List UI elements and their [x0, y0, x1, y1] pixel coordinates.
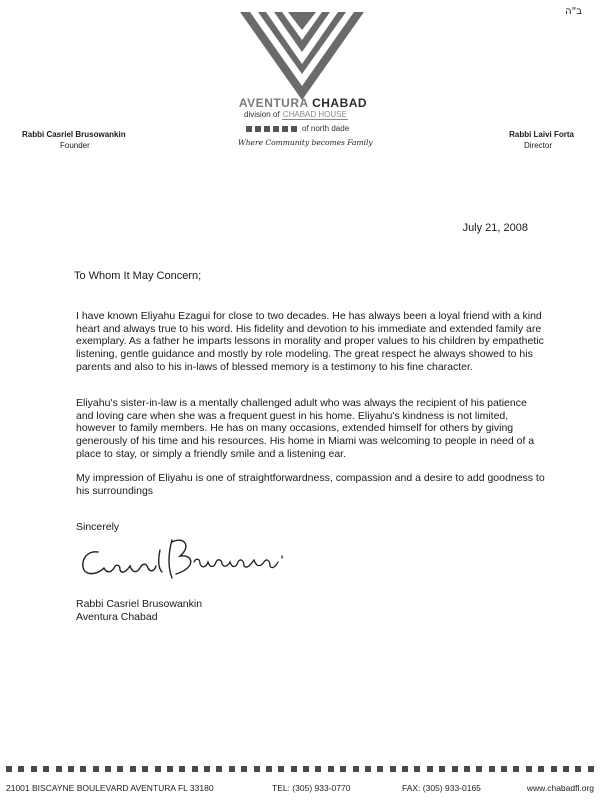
footer-square [241, 766, 247, 772]
square-shape [291, 126, 297, 132]
footer-square [390, 766, 396, 772]
org-name-part1: AVENTURA [238, 96, 313, 110]
square-shape [246, 126, 252, 132]
founder-name: Rabbi Casriel Brusowankin [22, 130, 126, 139]
organization-name [218, 96, 388, 110]
footer-square [563, 766, 569, 772]
footer-square [476, 766, 482, 772]
division-name: CHABAD HOUSE [282, 110, 347, 119]
footer-square [328, 766, 334, 772]
footer-square [105, 766, 111, 772]
footer-square [266, 766, 272, 772]
footer-square [452, 766, 458, 772]
footer-square [6, 766, 12, 772]
footer-square [291, 766, 297, 772]
footer-square [353, 766, 359, 772]
footer-square [204, 766, 210, 772]
footer-square [551, 766, 557, 772]
footer-telephone: TEL: (305) 933-0770 [272, 783, 351, 793]
footer-square [588, 766, 594, 772]
footer-square [43, 766, 49, 772]
footer-square [538, 766, 544, 772]
footer-square [315, 766, 321, 772]
letter-closing: Sincerely [76, 521, 120, 533]
founder-role: Founder [60, 141, 90, 150]
footer-square-row [6, 766, 594, 772]
footer-square [80, 766, 86, 772]
letter-date: July 21, 2008 [462, 222, 528, 234]
division-prefix: division of [244, 110, 282, 119]
letter-paragraph: Eliyahu's sister-in-law is a mentally challenged adult who was always the recipient of his patience and loving care when she was a frequent guest in his home. Eliyahu's kindness is not limited, however to family members. He has on many occasions, extended himself for others by giving generously of his time and his resources. His home in Miami was welcoming to people in need of a place to stay, or simply a friendly smile and a listening ear. [76, 397, 535, 460]
footer-square [365, 766, 371, 772]
footer-address: 21001 BISCAYNE BOULEVARD AVENTURA FL 33180 [6, 783, 214, 793]
org-name-part2: CHABAD [312, 96, 368, 110]
hebrew-mark: ב"ה [565, 6, 582, 17]
square-shape [282, 126, 288, 132]
footer-square [377, 766, 383, 772]
footer-square [439, 766, 445, 772]
chabad-logo [232, 10, 372, 102]
square-shape [255, 126, 261, 132]
footer-square [155, 766, 161, 772]
letter-paragraph: My impression of Eliyahu is one of straightforwardness, compassion and a desire to add goodness to his surroundings [76, 472, 545, 497]
footer-square [254, 766, 260, 772]
footer-square [93, 766, 99, 772]
footer-square [167, 766, 173, 772]
square-shape [273, 126, 279, 132]
letter-paragraph: I have known Eliyahu Ezagui for close to two decades. He has always been a loyal friend with a kind heart and always true to his word. His fidelity and devotion to his immediate and extended family are exemplary. As a father he imparts lessons in morality and proper values to his children by empathetic listening, gentle guidance and mostly by role modeling. The great respect he always showed to his parents and also to his in-laws of blessed memory is a testimony to his fine character. [76, 310, 544, 373]
handwritten-signature [76, 532, 300, 590]
division-line [244, 110, 348, 119]
division-suffix: of north dade [302, 124, 350, 133]
letter-greeting: To Whom It May Concern; [74, 270, 202, 282]
footer-square [489, 766, 495, 772]
director-name: Rabbi Laivi Forta [509, 130, 574, 139]
footer-square [179, 766, 185, 772]
footer-square [278, 766, 284, 772]
footer-square [68, 766, 74, 772]
signer-organization: Aventura Chabad [76, 611, 158, 623]
signer-name: Rabbi Casriel Brusowankin [76, 598, 203, 610]
logo-square-row [246, 124, 349, 133]
footer-square [130, 766, 136, 772]
footer-website: www.chabadfl.org [526, 783, 594, 793]
footer-square [117, 766, 123, 772]
footer-square [31, 766, 37, 772]
footer-square [192, 766, 198, 772]
footer-fax: FAX: (305) 933-0165 [402, 783, 481, 793]
footer-square [229, 766, 235, 772]
square-shape [264, 126, 270, 132]
footer-square [303, 766, 309, 772]
footer-square [427, 766, 433, 772]
footer-square [414, 766, 420, 772]
footer-square [526, 766, 532, 772]
footer-square [402, 766, 408, 772]
footer-square [464, 766, 470, 772]
footer-square [142, 766, 148, 772]
footer-square [56, 766, 62, 772]
footer-square [216, 766, 222, 772]
tagline: Where Community becomes Family [238, 138, 373, 147]
footer-square [575, 766, 581, 772]
director-role: Director [523, 141, 552, 150]
footer-square [340, 766, 346, 772]
footer-square [513, 766, 519, 772]
footer-square [501, 766, 507, 772]
footer-square [18, 766, 24, 772]
